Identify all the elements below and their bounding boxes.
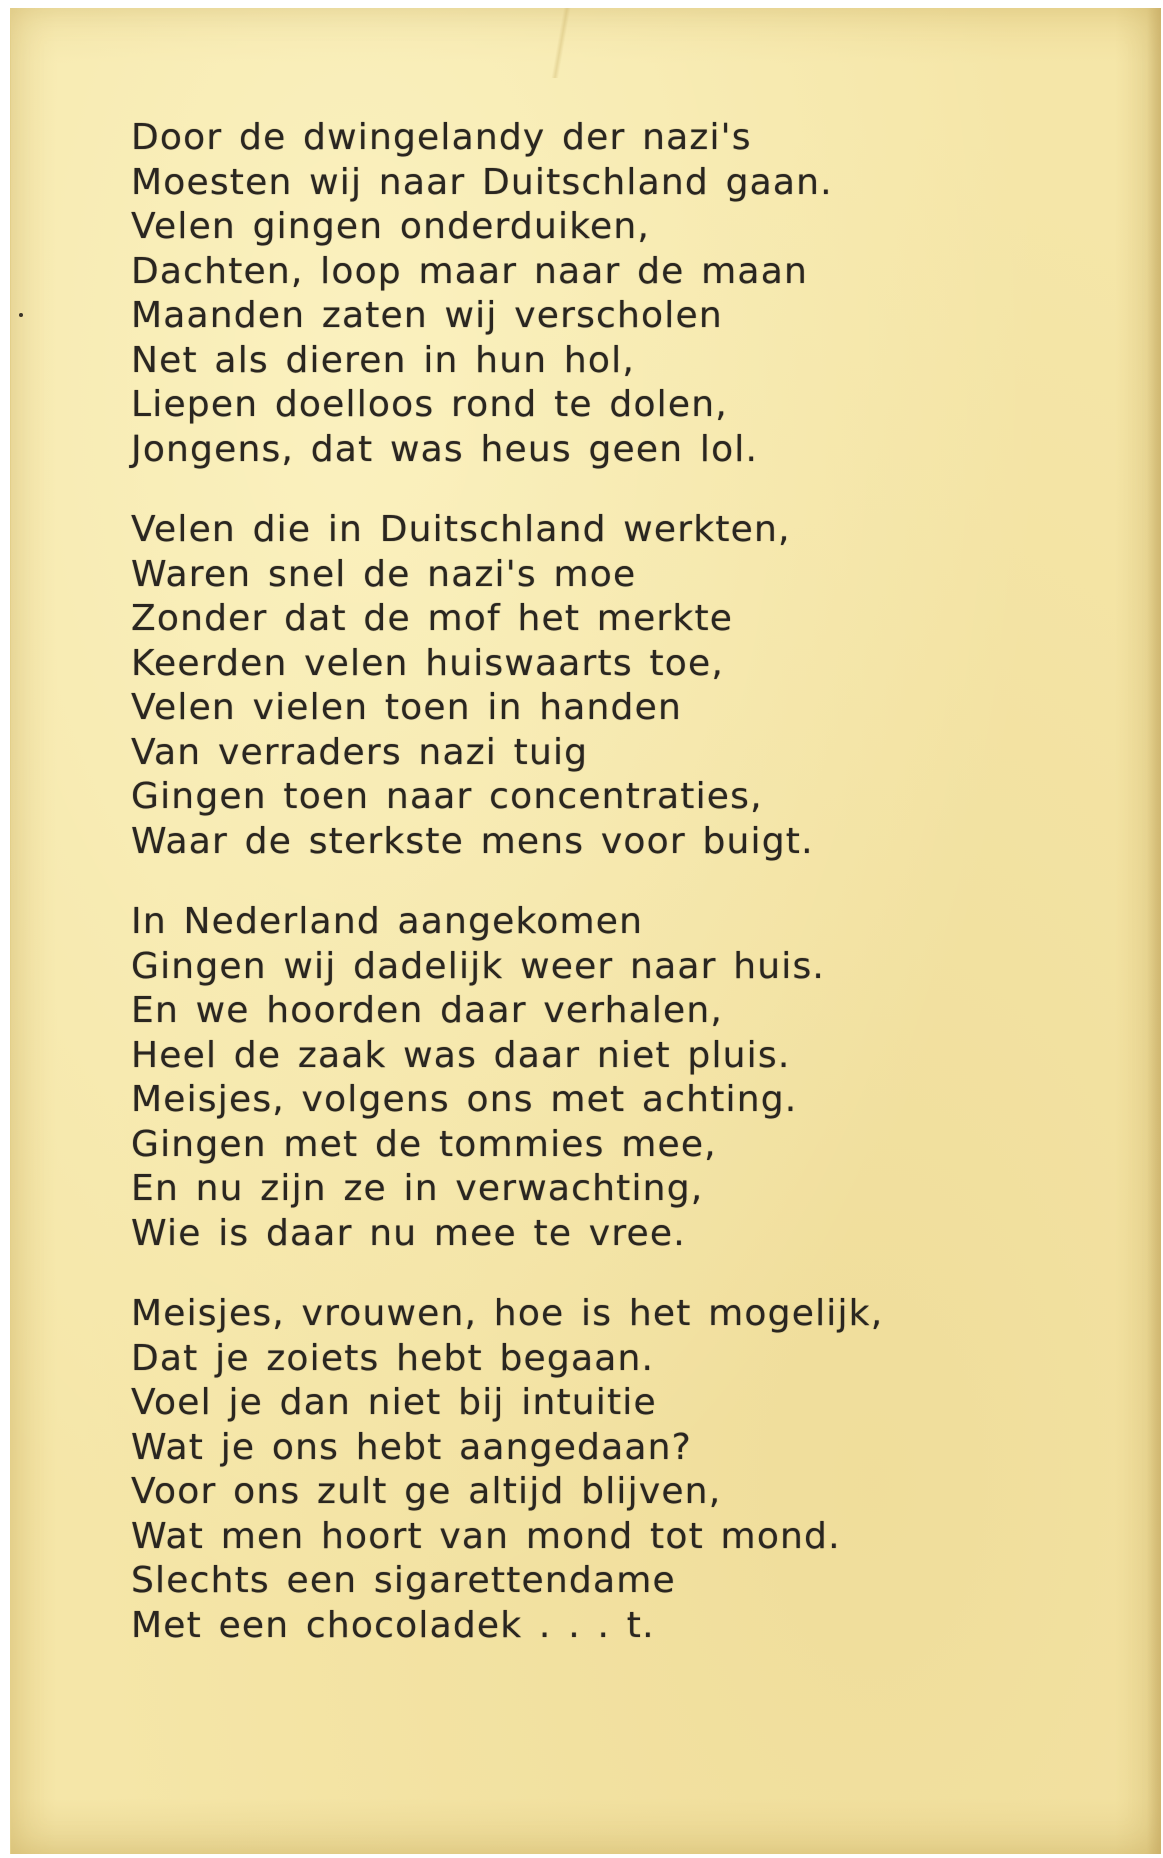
poem-line: Van verraders nazi tuig <box>131 731 589 773</box>
poem-line: Waren snel de nazi's moe <box>131 553 637 595</box>
ink-speck <box>19 313 23 317</box>
poem-line: Wat je ons hebt aangedaan? <box>131 1426 692 1468</box>
poem-line: Met een chocoladek . . . t. <box>131 1604 655 1646</box>
poem-line: Gingen met de tommies mee, <box>131 1123 717 1165</box>
poem-line: Voor ons zult ge altijd blijven, <box>131 1471 722 1512</box>
poem-line: Dat je zoiets hebt begaan. <box>131 1337 655 1379</box>
poem-line: Door de dwingelandy der nazi's <box>131 117 752 158</box>
poem-text <box>131 116 1111 1648</box>
poem-line: Waar de sterkste mens voor buigt. <box>131 820 814 862</box>
poem-line: Zonder dat de mof het merkte <box>131 598 734 639</box>
poem-line: Meisjes, vrouwen, hoe is het mogelijk, <box>131 1293 884 1334</box>
poem-line: Maanden zaten wij verscholen <box>131 295 723 336</box>
poem-line: Velen vielen toen in handen <box>131 687 682 728</box>
poem-line: Voel je dan niet bij intuitie <box>131 1382 657 1423</box>
poem-line: En nu zijn ze in verwachting, <box>131 1168 704 1209</box>
poem-line: Velen die in Duitschland werkten, <box>131 509 791 550</box>
poem-line: Liepen doelloos rond te dolen, <box>131 384 728 425</box>
paper-sheet <box>10 8 1161 1854</box>
poem-line: Heel de zaak was daar niet pluis. <box>131 1034 791 1076</box>
poem-line: Wie is daar nu mee te vree. <box>131 1212 686 1254</box>
poem-line: Gingen wij dadelijk weer naar huis. <box>131 945 826 987</box>
stanza-4 <box>131 1292 1111 1648</box>
poem-line: En we hoorden daar verhalen, <box>131 990 724 1031</box>
poem-line: Meisjes, volgens ons met achting. <box>131 1079 798 1120</box>
poem-line: Slechts een sigarettendame <box>131 1560 676 1601</box>
poem-line: Wat men hoort van mond tot mond. <box>131 1515 841 1557</box>
stanza-1 <box>131 116 1111 472</box>
paper-crease <box>531 8 591 78</box>
poem-line: Keerden velen huiswaarts toe, <box>131 642 725 684</box>
poem-line: Net als dieren in hun hol, <box>131 339 635 381</box>
stanza-2 <box>131 508 1111 864</box>
poem-line: In Nederland aangekomen <box>131 901 644 942</box>
poem-line: Gingen toen naar concentraties, <box>131 776 763 817</box>
poem-line: Velen gingen onderduiken, <box>131 206 650 247</box>
poem-line: Dachten, loop maar naar de maan <box>131 250 808 292</box>
paper-edge-shadow <box>1147 8 1161 1854</box>
stanza-3 <box>131 900 1111 1256</box>
poem-line: Jongens, dat was heus geen lol. <box>131 428 759 470</box>
poem-line: Moesten wij naar Duitschland gaan. <box>131 161 833 203</box>
